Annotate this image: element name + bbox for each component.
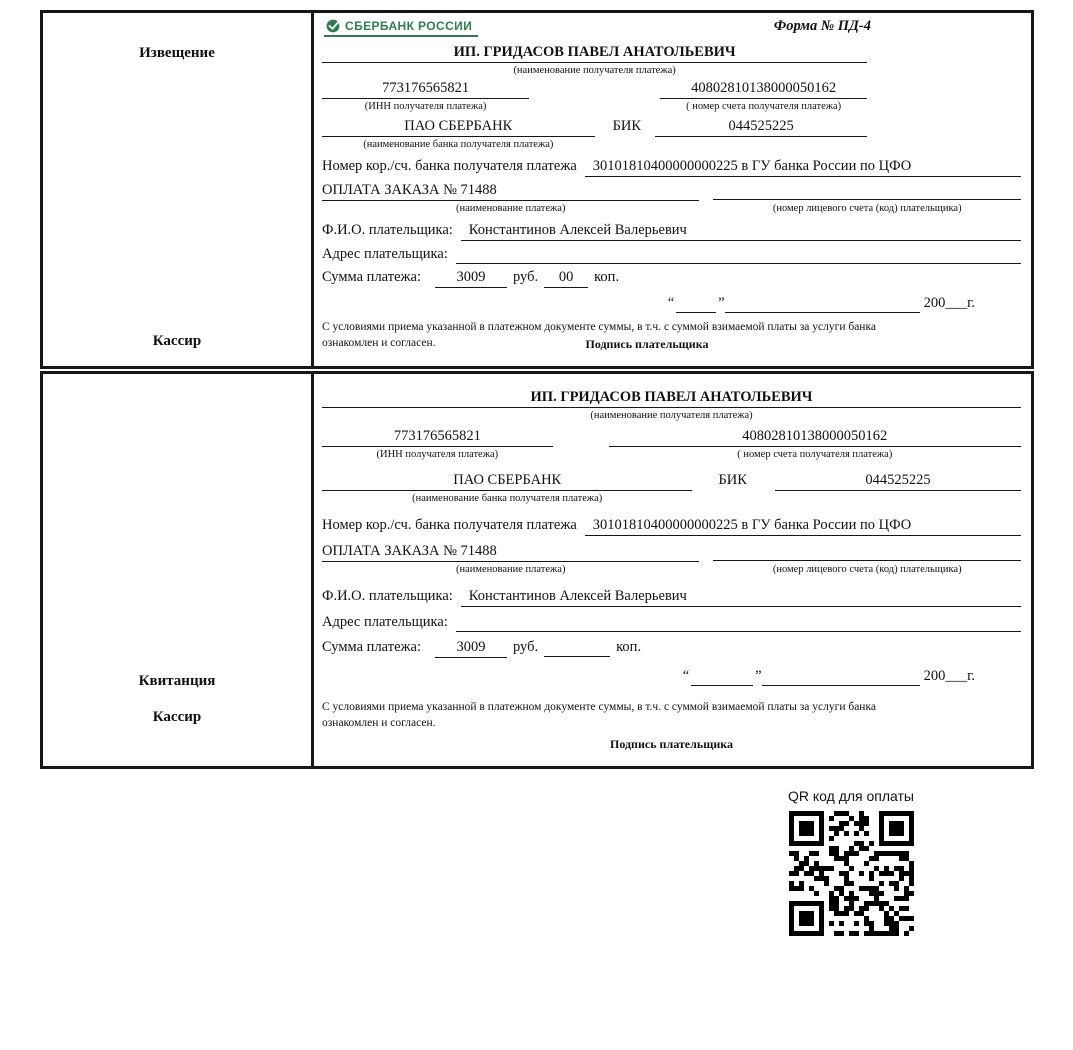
- payee-account: 40802810138000050162: [609, 427, 1021, 447]
- payment-caption: (наименование платежа): [455, 564, 566, 575]
- agreement-text: [322, 320, 1021, 352]
- quote-open: “: [667, 295, 675, 311]
- payer-name-label: Ф.И.О. плательщика:: [322, 588, 453, 604]
- payment-caption: (наименование платежа): [455, 203, 566, 214]
- inn-caption: (ИНН получателя платежа): [364, 101, 487, 112]
- corr-account-value: 30101810400000000225 в ГУ банка России по ЦФО: [585, 157, 1021, 177]
- payer-name-value: Константинов Алексей Валерьевич: [461, 587, 1021, 607]
- cashier-label: Кассир: [152, 333, 202, 349]
- amount-kop-value: 00: [544, 268, 588, 288]
- bank-name: ПАО СБЕРБАНК: [322, 471, 692, 491]
- bank-caption: (наименование банка получателя платежа): [412, 493, 603, 504]
- payer-address-label: Адрес плательщика:: [322, 614, 448, 630]
- date-row: [322, 667, 1021, 686]
- quote-open: “: [682, 668, 690, 684]
- month-line: [725, 294, 920, 313]
- payment-name: ОПЛАТА ЗАКАЗА № 71488: [322, 181, 699, 201]
- agreement-line1: С условиями приема указанной в платежном документе суммы, в т.ч. с суммой взимаемой платы за услуги банка: [322, 701, 876, 713]
- receipt-section-label: Квитанция: [138, 673, 216, 689]
- payer-name-value: Константинов Алексей Валерьевич: [461, 221, 1021, 241]
- sum-label: Сумма платежа:: [322, 269, 421, 285]
- bank-caption: (наименование банка получателя платежа): [363, 139, 554, 150]
- personal-account-line: [713, 542, 1021, 561]
- notice-section-label: Извещение: [139, 45, 215, 61]
- amount-kop-value: [544, 638, 610, 657]
- sberbank-logo-text: СБЕРБАНК РОССИИ: [345, 19, 473, 33]
- payer-address-line: [456, 245, 1021, 264]
- day-line: [691, 667, 753, 686]
- payee-caption: (наименование получателя платежа): [513, 65, 676, 76]
- agreement-line2: ознакомлен и согласен.: [322, 716, 436, 729]
- sum-label: Сумма платежа:: [322, 639, 421, 655]
- account-caption: ( номер счета получателя платежа): [737, 449, 893, 460]
- personal-account-caption: (номер лицевого счета (код) плательщика): [772, 564, 962, 575]
- bank-name: ПАО СБЕРБАНК: [322, 117, 595, 137]
- payer-address-line: [456, 613, 1021, 632]
- payer-signature-label: Подпись плательщика: [585, 336, 709, 351]
- corr-account-label: Номер кор./сч. банка получателя платежа: [322, 158, 577, 174]
- qr-code: [789, 811, 914, 936]
- year-suffix: 200___г.: [923, 295, 975, 311]
- personal-account-caption: (номер лицевого счета (код) плательщика): [772, 203, 962, 214]
- kop-label: коп.: [616, 639, 642, 655]
- sberbank-logo-icon: [326, 19, 340, 33]
- amount-rub-value: 3009: [435, 268, 507, 288]
- form-number-label: Форма № ПД-4: [773, 18, 871, 34]
- notice-slip: [40, 10, 1034, 369]
- receipt-slip: [40, 371, 1034, 769]
- qr-label: QR код для оплаты: [787, 788, 914, 804]
- month-line: [762, 667, 920, 686]
- inn-caption: (ИНН получателя платежа): [376, 449, 499, 460]
- payer-name-label: Ф.И.О. плательщика:: [322, 222, 453, 238]
- bik-value: 044525225: [775, 471, 1021, 491]
- corr-account-label: Номер кор./сч. банка получателя платежа: [322, 517, 577, 533]
- payee-name: ИП. ГРИДАСОВ ПАВЕЛ АНАТОЛЬЕВИЧ: [322, 388, 1021, 408]
- rub-label: руб.: [513, 639, 539, 655]
- payee-inn: 773176565821: [322, 79, 529, 99]
- payee-caption: (наименование получателя платежа): [590, 410, 753, 421]
- bik-value: 044525225: [655, 117, 867, 137]
- notice-stub: [43, 13, 314, 366]
- cashier-label: Кассир: [152, 709, 202, 725]
- payee-inn: 773176565821: [322, 427, 553, 447]
- quote-close: ”: [718, 295, 725, 311]
- agreement-text: [322, 700, 1021, 752]
- day-line: [676, 294, 716, 313]
- qr-section: [746, 788, 956, 941]
- agreement-line1: С условиями приема указанной в платежном документе суммы, в т.ч. с суммой взимаемой платы за услуги банка: [322, 321, 876, 333]
- quote-close: ”: [755, 668, 762, 684]
- payer-signature-label: Подпись плательщика: [610, 737, 733, 752]
- bik-label: БИК: [718, 472, 747, 488]
- account-caption: ( номер счета получателя платежа): [686, 101, 842, 112]
- payee-account: 40802810138000050162: [660, 79, 867, 99]
- corr-account-value: 30101810400000000225 в ГУ банка России по ЦФО: [585, 516, 1021, 536]
- payee-name: ИП. ГРИДАСОВ ПАВЕЛ АНАТОЛЬЕВИЧ: [322, 43, 867, 63]
- personal-account-line: [713, 181, 1021, 200]
- payer-address-label: Адрес плательщика:: [322, 246, 448, 262]
- kop-label: коп.: [594, 269, 620, 285]
- bik-label: БИК: [612, 118, 642, 134]
- payment-name: ОПЛАТА ЗАКАЗА № 71488: [322, 542, 699, 562]
- rub-label: руб.: [513, 269, 539, 285]
- sberbank-logo: [324, 18, 478, 37]
- receipt-stub: [43, 374, 314, 766]
- agreement-line2: ознакомлен и согласен.: [322, 337, 436, 350]
- year-suffix: 200___г.: [923, 668, 975, 684]
- amount-rub-value: 3009: [435, 638, 507, 658]
- date-row: [322, 294, 1021, 313]
